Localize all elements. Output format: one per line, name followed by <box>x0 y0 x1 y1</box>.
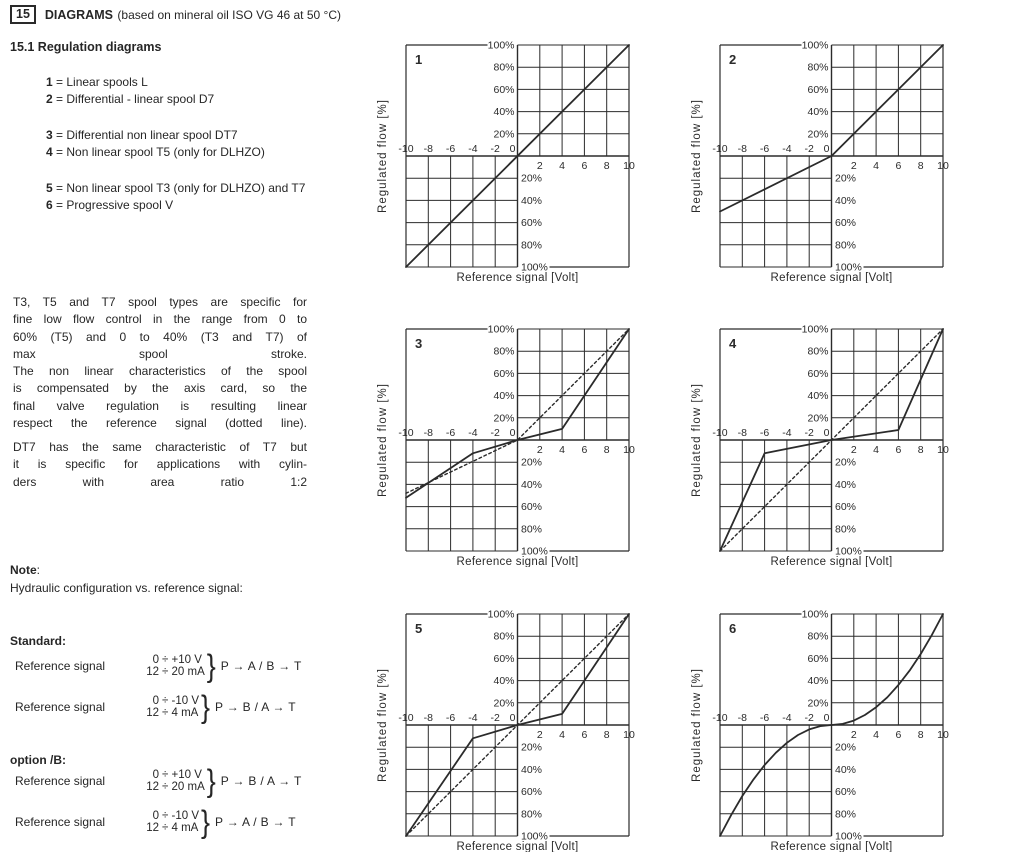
svg-text:100%: 100% <box>487 39 515 52</box>
svg-text:Reference signal [Volt]: Reference signal [Volt] <box>456 556 579 567</box>
svg-text:4: 4 <box>559 160 566 172</box>
range-number: 12 <box>146 707 159 719</box>
paragraph-line: T3, T5 and T7 spool types are specific for <box>13 295 307 309</box>
chart-5-canvas <box>366 604 676 852</box>
svg-text:60%: 60% <box>493 83 515 96</box>
svg-text:6: 6 <box>729 621 737 636</box>
svg-text:40%: 40% <box>835 194 857 207</box>
svg-text:40%: 40% <box>807 390 829 403</box>
svg-text:Regulated flow [%]: Regulated flow [%] <box>377 383 389 497</box>
svg-text:-8: -8 <box>423 143 433 155</box>
svg-text:-8: -8 <box>737 143 747 155</box>
svg-text:-4: -4 <box>468 143 478 155</box>
paragraph-line: fine low flow control in the range from 0 to <box>13 312 307 327</box>
svg-text:4: 4 <box>873 160 880 172</box>
reference-signal-label: Reference signal <box>15 700 106 714</box>
chart-2-canvas <box>680 35 990 283</box>
svg-text:6: 6 <box>895 160 902 172</box>
svg-text:20%: 20% <box>835 172 857 185</box>
paragraph-line: is compensated by the axis card, so the <box>13 381 307 396</box>
hydraulic-path-result: P → B / A → T <box>220 774 302 788</box>
paragraph-line: max spool stroke. <box>13 346 307 361</box>
spool-legend-item-5: 5 = Non linear spool T3 (only for DLHZO) and T7 <box>46 181 306 195</box>
svg-text:80%: 80% <box>807 345 829 358</box>
svg-text:80%: 80% <box>835 523 857 536</box>
svg-text:3: 3 <box>415 336 423 351</box>
svg-text:40%: 40% <box>807 675 829 688</box>
svg-text:-2: -2 <box>804 712 814 724</box>
range-number: 0 <box>152 768 159 781</box>
svg-text:60%: 60% <box>493 367 515 380</box>
signal-row <box>10 763 302 798</box>
range-value: ÷ +10 V <box>162 768 202 781</box>
svg-text:80%: 80% <box>835 239 857 252</box>
regulation-chart-1 <box>366 35 676 283</box>
section-number-box: 15 <box>10 5 36 24</box>
paragraph-line: 60% (T5) and 0 to 40% (T3 and T7) of <box>13 329 307 344</box>
standard-heading: Standard: <box>10 634 67 648</box>
svg-text:10: 10 <box>623 160 635 172</box>
brace-glyph: } <box>206 648 216 683</box>
svg-text:-6: -6 <box>445 143 456 155</box>
svg-text:100%: 100% <box>801 323 829 336</box>
svg-text:Regulated flow [%]: Regulated flow [%] <box>691 668 703 782</box>
svg-text:10: 10 <box>623 729 635 741</box>
svg-text:-8: -8 <box>423 712 433 724</box>
svg-text:0: 0 <box>509 143 516 155</box>
paragraph-line: ders with area ratio 1:2 <box>13 474 307 489</box>
svg-text:6: 6 <box>581 444 588 456</box>
svg-text:-10: -10 <box>712 143 728 155</box>
svg-text:0: 0 <box>823 143 830 155</box>
svg-text:-4: -4 <box>782 143 792 155</box>
signal-range-stack <box>143 769 205 794</box>
note-title-line <box>10 561 243 579</box>
svg-text:20%: 20% <box>835 456 857 469</box>
svg-text:100%: 100% <box>835 261 862 274</box>
svg-text:10: 10 <box>937 160 949 172</box>
spool-legend-item-3: 3 = Differential non linear spool DT7 <box>46 128 238 142</box>
svg-text:-10: -10 <box>398 712 414 724</box>
svg-text:40%: 40% <box>521 763 543 776</box>
range-value: ÷ 20 mA <box>162 781 205 793</box>
svg-text:-2: -2 <box>804 427 814 439</box>
svg-text:-6: -6 <box>445 712 456 724</box>
signal-row <box>10 689 296 724</box>
svg-text:20%: 20% <box>521 741 543 754</box>
svg-text:100%: 100% <box>521 545 548 558</box>
svg-text:-6: -6 <box>759 143 770 155</box>
svg-text:60%: 60% <box>835 501 857 514</box>
svg-text:4: 4 <box>729 336 737 351</box>
regulation-chart-4 <box>680 319 990 567</box>
svg-text:Reference signal [Volt]: Reference signal [Volt] <box>770 841 893 852</box>
svg-text:-10: -10 <box>398 427 414 439</box>
regulation-chart-5 <box>366 604 676 852</box>
svg-text:20%: 20% <box>493 412 515 425</box>
svg-text:80%: 80% <box>521 523 543 536</box>
signal-row <box>10 648 302 683</box>
spool-number: 4 <box>46 145 53 159</box>
svg-text:100%: 100% <box>835 830 862 843</box>
range-number: 0 <box>152 653 159 666</box>
note-text: Hydraulic configuration vs. reference signal: <box>10 581 243 595</box>
section-subtitle: (based on mineral oil ISO VG 46 at 50 °C) <box>117 7 341 22</box>
svg-text:20%: 20% <box>493 128 515 141</box>
svg-text:60%: 60% <box>807 652 829 665</box>
svg-text:20%: 20% <box>807 412 829 425</box>
regulation-chart-2 <box>680 35 990 283</box>
signal-range-stack <box>143 654 205 679</box>
section-title-line <box>45 6 341 24</box>
svg-text:80%: 80% <box>521 808 543 821</box>
spool-legend-item-4: 4 = Non linear spool T5 (only for DLHZO) <box>46 145 265 159</box>
svg-text:-6: -6 <box>445 427 456 439</box>
svg-text:8: 8 <box>917 444 924 456</box>
svg-text:80%: 80% <box>835 808 857 821</box>
svg-text:80%: 80% <box>807 61 829 74</box>
paragraph-line: final valve regulation is resulting linear <box>13 398 307 413</box>
brace-glyph: } <box>201 804 211 839</box>
svg-text:1: 1 <box>415 52 423 67</box>
svg-text:-2: -2 <box>490 712 500 724</box>
svg-text:40%: 40% <box>807 106 829 119</box>
option-b-heading: option /B: <box>10 753 66 767</box>
svg-text:2: 2 <box>850 160 857 172</box>
svg-text:-6: -6 <box>759 712 770 724</box>
range-value: ÷ 4 mA <box>162 707 199 719</box>
range-number: 12 <box>146 822 159 834</box>
svg-text:8: 8 <box>917 729 924 741</box>
spool-number: 6 <box>46 198 53 212</box>
svg-text:80%: 80% <box>807 630 829 643</box>
chart-1-canvas <box>366 35 676 283</box>
range-number: 0 <box>152 694 159 707</box>
chart-6-canvas <box>680 604 990 852</box>
hydraulic-path-result: P → A / B → T <box>215 815 296 829</box>
svg-text:10: 10 <box>937 444 949 456</box>
svg-text:0: 0 <box>823 427 830 439</box>
svg-text:-8: -8 <box>737 427 747 439</box>
svg-text:-10: -10 <box>712 712 728 724</box>
chart-3-canvas <box>366 319 676 567</box>
spool-number: 5 <box>46 181 53 195</box>
svg-text:-8: -8 <box>423 427 433 439</box>
svg-text:60%: 60% <box>807 367 829 380</box>
svg-text:Regulated flow [%]: Regulated flow [%] <box>691 99 703 213</box>
svg-text:-4: -4 <box>468 427 478 439</box>
svg-text:6: 6 <box>581 160 588 172</box>
svg-text:-8: -8 <box>737 712 747 724</box>
range-value: ÷ 4 mA <box>162 822 199 834</box>
note-label: Note <box>10 563 37 577</box>
svg-text:-2: -2 <box>490 427 500 439</box>
svg-text:10: 10 <box>937 729 949 741</box>
svg-text:6: 6 <box>581 729 588 741</box>
svg-text:40%: 40% <box>835 478 857 491</box>
hydraulic-path-result: P → B / A → T <box>215 700 296 714</box>
range-number: 12 <box>146 666 159 678</box>
svg-text:10: 10 <box>623 444 635 456</box>
svg-text:-10: -10 <box>712 427 728 439</box>
svg-text:40%: 40% <box>835 763 857 776</box>
brace-glyph: } <box>201 689 211 724</box>
paragraph-line: DT7 has the same characteristic of T7 but <box>13 440 307 454</box>
spool-legend-item-2: 2 = Differential - linear spool D7 <box>46 92 215 106</box>
svg-text:5: 5 <box>415 621 423 636</box>
paragraph-line: it is specific for applications with cylin- <box>13 457 307 472</box>
svg-text:20%: 20% <box>807 697 829 710</box>
axis-labels <box>377 609 635 853</box>
svg-text:-4: -4 <box>782 427 792 439</box>
svg-text:100%: 100% <box>835 545 862 558</box>
spool-legend-item-1: 1 = Linear spools L <box>46 75 148 89</box>
svg-text:100%: 100% <box>801 39 829 52</box>
svg-text:40%: 40% <box>493 106 515 119</box>
svg-text:Reference signal [Volt]: Reference signal [Volt] <box>770 556 893 567</box>
svg-text:4: 4 <box>873 729 880 741</box>
range-value: ÷ +10 V <box>162 653 202 666</box>
svg-text:8: 8 <box>917 160 924 172</box>
range-value: ÷ -10 V <box>162 809 199 822</box>
svg-text:60%: 60% <box>521 786 543 799</box>
spool-number: 2 <box>46 92 53 106</box>
svg-text:40%: 40% <box>521 478 543 491</box>
svg-text:60%: 60% <box>521 501 543 514</box>
chart-4-canvas <box>680 319 990 567</box>
range-value: ÷ -10 V <box>162 694 199 707</box>
signal-row <box>10 804 296 839</box>
svg-text:60%: 60% <box>835 217 857 230</box>
regulation-chart-6 <box>680 604 990 852</box>
svg-text:40%: 40% <box>521 194 543 207</box>
svg-text:-2: -2 <box>490 143 500 155</box>
spool-legend-item-6: 6 = Progressive spool V <box>46 198 174 212</box>
signal-range-stack <box>143 810 199 835</box>
reference-signal-label: Reference signal <box>15 659 106 673</box>
svg-text:80%: 80% <box>493 345 515 358</box>
svg-text:2: 2 <box>729 52 737 67</box>
svg-text:2: 2 <box>850 444 857 456</box>
regulation-chart-3 <box>366 319 676 567</box>
svg-text:2: 2 <box>536 729 543 741</box>
svg-text:60%: 60% <box>493 652 515 665</box>
svg-text:20%: 20% <box>521 456 543 469</box>
svg-text:6: 6 <box>895 444 902 456</box>
svg-text:8: 8 <box>603 160 610 172</box>
paragraph-spool-types <box>13 294 307 432</box>
paragraph-line: respect the reference signal (dotted line). <box>13 416 307 431</box>
reference-signal-label: Reference signal <box>15 815 106 829</box>
svg-text:40%: 40% <box>493 390 515 403</box>
svg-text:20%: 20% <box>835 741 857 754</box>
svg-text:-2: -2 <box>804 143 814 155</box>
svg-text:-10: -10 <box>398 143 414 155</box>
svg-text:80%: 80% <box>493 61 515 74</box>
paragraph-dt7 <box>13 439 307 491</box>
subsection-title: 15.1 Regulation diagrams <box>10 40 162 54</box>
axis-labels <box>691 609 949 853</box>
hydraulic-path-result: P → A / B → T <box>220 659 302 673</box>
svg-text:-4: -4 <box>782 712 792 724</box>
svg-text:0: 0 <box>823 712 830 724</box>
svg-text:2: 2 <box>850 729 857 741</box>
svg-text:80%: 80% <box>493 630 515 643</box>
svg-text:0: 0 <box>509 712 516 724</box>
svg-text:100%: 100% <box>521 830 548 843</box>
svg-text:2: 2 <box>536 444 543 456</box>
signal-range-stack <box>143 695 199 720</box>
spool-legend <box>46 74 305 214</box>
svg-text:60%: 60% <box>835 786 857 799</box>
svg-text:Regulated flow [%]: Regulated flow [%] <box>691 383 703 497</box>
svg-text:100%: 100% <box>487 608 515 621</box>
note-block <box>10 561 243 597</box>
svg-text:8: 8 <box>603 729 610 741</box>
range-number: 12 <box>146 781 159 793</box>
svg-text:4: 4 <box>559 729 566 741</box>
svg-text:60%: 60% <box>521 217 543 230</box>
svg-text:Regulated flow [%]: Regulated flow [%] <box>377 668 389 782</box>
svg-text:100%: 100% <box>521 261 548 274</box>
svg-text:60%: 60% <box>807 83 829 96</box>
spool-number: 1 <box>46 75 53 89</box>
spool-number: 3 <box>46 128 53 142</box>
section-header <box>10 5 341 24</box>
svg-text:Reference signal [Volt]: Reference signal [Volt] <box>456 272 579 283</box>
svg-text:0: 0 <box>509 427 516 439</box>
svg-text:8: 8 <box>603 444 610 456</box>
svg-text:40%: 40% <box>493 675 515 688</box>
svg-text:-4: -4 <box>468 712 478 724</box>
axis-labels <box>377 40 635 284</box>
paragraph-line: The non linear characteristics of the spool <box>13 364 307 379</box>
range-number: 0 <box>152 809 159 822</box>
range-value: ÷ 20 mA <box>162 666 205 678</box>
section-title: DIAGRAMS <box>44 7 113 22</box>
svg-text:Reference signal [Volt]: Reference signal [Volt] <box>456 841 579 852</box>
svg-text:Regulated flow [%]: Regulated flow [%] <box>377 99 389 213</box>
svg-text:20%: 20% <box>807 128 829 141</box>
svg-text:-6: -6 <box>759 427 770 439</box>
reference-signal-label: Reference signal <box>15 774 106 788</box>
svg-text:20%: 20% <box>493 697 515 710</box>
svg-text:100%: 100% <box>487 323 515 336</box>
svg-text:20%: 20% <box>521 172 543 185</box>
svg-text:4: 4 <box>873 444 880 456</box>
note-colon: : <box>36 563 41 577</box>
svg-text:80%: 80% <box>521 239 543 252</box>
brace-glyph: } <box>206 763 216 798</box>
svg-text:4: 4 <box>559 444 566 456</box>
svg-text:Reference signal [Volt]: Reference signal [Volt] <box>770 272 893 283</box>
svg-text:2: 2 <box>536 160 543 172</box>
svg-text:100%: 100% <box>801 608 829 621</box>
svg-text:6: 6 <box>895 729 902 741</box>
